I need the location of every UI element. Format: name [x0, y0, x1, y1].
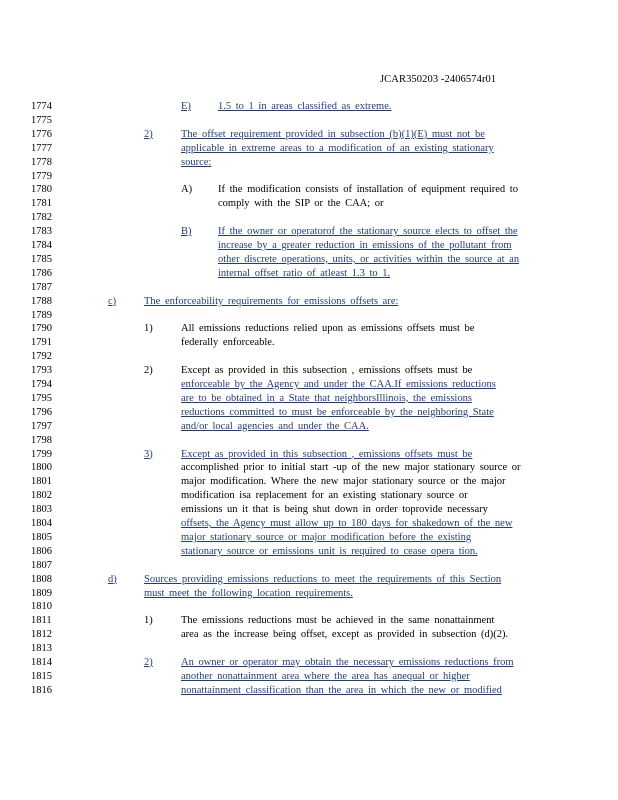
line-text: stationary source or emissions unit is required to cease opera tion.: [181, 545, 478, 557]
line-text: are to be obtained in a State that neighborsIllinois, the emissions: [181, 392, 472, 404]
document-line: [0, 350, 618, 364]
line-text: If the owner or operatorof the stationary source elects to offset the: [218, 226, 518, 238]
document-line: [0, 656, 618, 670]
section-label: 1): [144, 615, 153, 627]
section-label: E): [181, 101, 191, 112]
document-line: [0, 559, 618, 573]
line-text: major stationary source or major modification before the existing: [181, 531, 472, 543]
line-text: All emissions reductions relied upon as emissions offsets must be: [181, 323, 475, 335]
section-label: 3): [144, 448, 153, 460]
line-text: nonattainment classification than the area in which the new or modified: [181, 684, 502, 696]
document-line: [0, 100, 618, 114]
document-line: [0, 295, 618, 309]
line-number: 1812: [31, 629, 52, 641]
line-text: enforceable by the Agency and under the CAA.If emissions reductions: [181, 379, 496, 390]
document-line: [0, 142, 618, 156]
line-number: 1783: [31, 226, 52, 238]
section-label: c): [108, 295, 117, 307]
document-line: [0, 336, 618, 350]
document-line: [0, 406, 618, 420]
line-text: reductions committed to must be enforceable by the neighboring State: [181, 406, 494, 418]
document-line: [0, 461, 618, 475]
line-text: federally enforceable.: [181, 337, 275, 349]
line-number: 1781: [31, 198, 52, 210]
line-text: Except as provided in this subsection , emissions offsets must be: [181, 365, 473, 377]
line-text: If the modification consists of installation of equipment required to: [218, 184, 518, 196]
document-line: [0, 642, 618, 656]
document-line: [0, 600, 618, 614]
document-line: [0, 420, 618, 434]
document-line: [0, 322, 618, 336]
line-number: 1789: [31, 309, 52, 321]
line-number: 1792: [31, 351, 52, 363]
line-number: 1802: [31, 490, 52, 502]
line-number: 1806: [31, 545, 52, 557]
section-label: B): [181, 226, 192, 238]
line-number: 1813: [31, 643, 52, 655]
line-number: 1793: [31, 365, 52, 377]
section-label: d): [108, 573, 117, 585]
document-line: [0, 531, 618, 545]
line-number: 1774: [31, 101, 52, 112]
line-text: accomplished prior to initial start -up of the new major stationary source or: [181, 462, 521, 474]
line-number: 1807: [31, 559, 52, 571]
line-number: 1803: [31, 504, 52, 516]
document-line: [0, 114, 618, 128]
line-number: 1775: [31, 114, 52, 126]
line-text: and/or local agencies and under the CAA.: [181, 420, 369, 432]
document-line: [0, 170, 618, 184]
line-number: 1787: [31, 281, 52, 293]
line-text: The emissions reductions must be achieved in the same nonattainment: [181, 615, 495, 627]
document-line: [0, 364, 618, 378]
line-number: 1779: [31, 170, 52, 182]
line-text: Sources providing emissions reductions to meet the requirements of this Section: [144, 573, 502, 585]
document-line: [0, 670, 618, 684]
line-number: 1801: [31, 476, 52, 488]
line-text: offsets, the Agency must allow up to 180 days for shakedown of the new: [181, 518, 513, 529]
line-number: 1777: [31, 142, 52, 154]
line-text: applicable in extreme areas to a modification of an existing stationary: [181, 142, 494, 154]
line-number: 1780: [31, 184, 52, 196]
section-label: A): [181, 184, 193, 196]
line-text: increase by a greater reduction in emissions of the pollutant from: [218, 240, 512, 251]
document-line: [0, 281, 618, 295]
line-number: 1788: [31, 295, 52, 307]
line-number: 1811: [31, 615, 52, 627]
document-line: [0, 309, 618, 323]
line-number: 1786: [31, 267, 52, 279]
line-number: 1791: [31, 337, 52, 349]
document-line: [0, 684, 618, 698]
document-line: [0, 267, 618, 281]
line-text: another nonattainment area where the area has anequal or higher: [181, 670, 470, 682]
line-text: emissions un it that is being shut down in order toprovide necessary: [181, 504, 488, 516]
line-number: 1776: [31, 128, 52, 140]
line-number: 1815: [31, 670, 52, 682]
line-text: The offset requirement provided in subsection (b)(1)(E) must not be: [181, 128, 485, 140]
line-number: 1797: [31, 420, 52, 432]
document-line: [0, 211, 618, 225]
document-line: [0, 517, 618, 531]
line-number: 1778: [31, 156, 52, 168]
section-label: 2): [144, 365, 153, 377]
line-text: comply with the SIP or the CAA; or: [218, 198, 384, 210]
line-number: 1810: [31, 601, 52, 613]
line-number: 1809: [31, 587, 52, 599]
line-number: 1799: [31, 448, 52, 460]
document-line: [0, 183, 618, 197]
line-text: must meet the following location requirements.: [144, 587, 353, 599]
line-number: 1816: [31, 684, 52, 696]
document-line: [0, 225, 618, 239]
line-text: Except as provided in this subsection , emissions offsets must be: [181, 448, 473, 460]
line-text: The enforceability requirements for emissions offsets are:: [144, 295, 399, 307]
line-number: 1808: [31, 573, 52, 585]
document-line: [0, 573, 618, 587]
document-line: [0, 587, 618, 601]
section-label: 2): [144, 128, 153, 140]
line-number: 1790: [31, 323, 52, 335]
document-line: [0, 378, 618, 392]
document-line: [0, 197, 618, 211]
document-line: [0, 392, 618, 406]
document-id-header: JCAR350203 -2406574r01: [380, 74, 497, 85]
document-line: [0, 475, 618, 489]
document-line: [0, 628, 618, 642]
line-number: 1795: [31, 392, 52, 404]
document-line: [0, 448, 618, 462]
line-number: 1785: [31, 253, 52, 265]
section-label: 2): [144, 657, 153, 668]
line-number: 1805: [31, 531, 52, 543]
line-number: 1782: [31, 212, 52, 224]
document-line: [0, 128, 618, 142]
document-line: [0, 545, 618, 559]
line-text: source:: [181, 156, 212, 168]
line-number: 1796: [31, 406, 52, 418]
line-text: other discrete operations, units, or activities within the source at an: [218, 253, 520, 265]
line-number: 1800: [31, 462, 52, 474]
line-number: 1784: [31, 240, 52, 251]
line-text: major modification. Where the new major stationary source or the major: [181, 476, 506, 488]
line-number: 1794: [31, 379, 52, 390]
document-line: [0, 489, 618, 503]
document-line: [0, 239, 618, 253]
document-line: [0, 503, 618, 517]
line-number: 1814: [31, 657, 52, 668]
document-line: [0, 614, 618, 628]
line-number: 1798: [31, 434, 52, 446]
line-text: modification isa replacement for an existing stationary source or: [181, 490, 468, 502]
line-text: An owner or operator may obtain the necessary emissions reductions from: [181, 657, 514, 668]
line-text: area as the increase being offset, except as provided in subsection (d)(2).: [181, 629, 509, 641]
section-label: 1): [144, 323, 153, 335]
line-text: internal offset ratio of atleast 1.3 to 1.: [218, 267, 391, 279]
document-line: [0, 156, 618, 170]
line-text: 1.5 to 1 in areas classified as extreme.: [218, 101, 392, 112]
line-number: 1804: [31, 518, 52, 529]
document-line: [0, 253, 618, 267]
document-line: [0, 434, 618, 448]
